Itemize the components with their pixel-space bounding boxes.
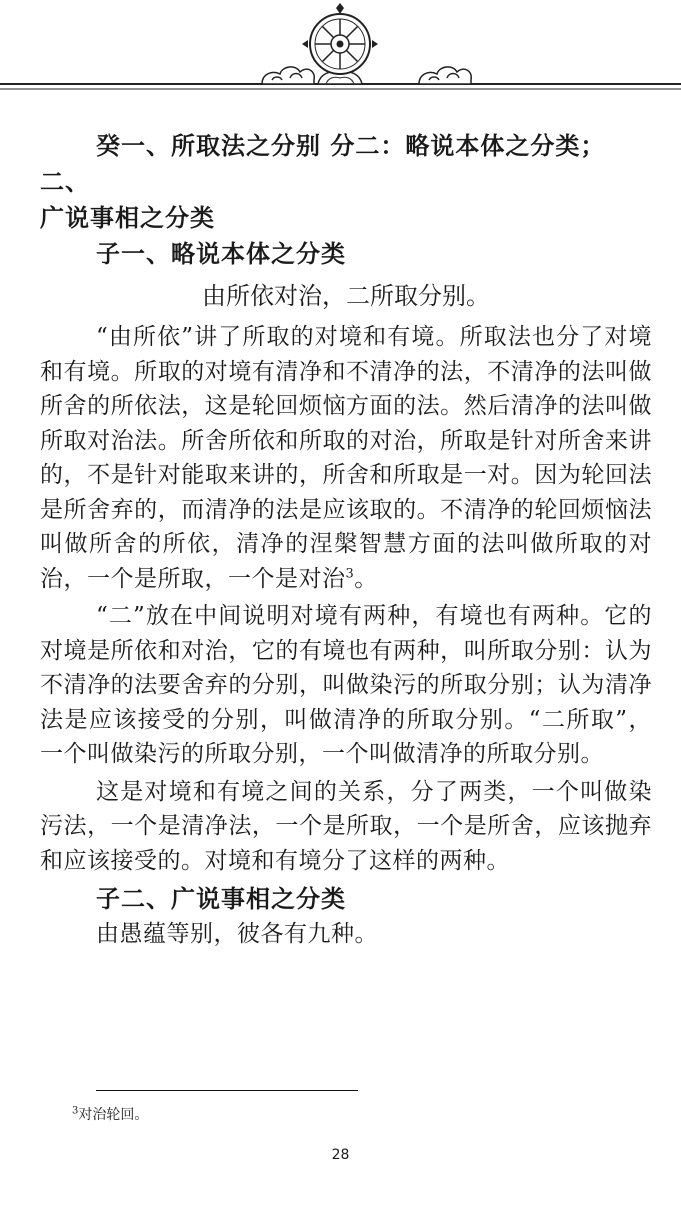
subheading-detailed: 子二、广说事相之分类 xyxy=(96,885,346,913)
subheading-brief: 子一、略说本体之分类 xyxy=(96,240,346,268)
commentary-paragraph: “二”放在中间说明对境有两种，有境也有两种。它的对境是所依和对治，它的有境也有两种，叫所取分别：认为不清净的法要舍弃的分别，叫做染污的所取分别；认为清净法是应该接受的分别，叫做清净的所取分别。“二所取”，一个叫做染污的所取分别，一个叫做清净的所取分别。 xyxy=(40,603,652,767)
footnote-divider xyxy=(96,1090,358,1091)
footnote-reference[interactable]: 3 xyxy=(345,565,355,581)
commentary-paragraph: “由所依”讲了所取的对境和有境。所取法也分了对境和有境。所取的对境有清净和不清净的法，不清净的法叫做所舍的所依法，这是轮回烦恼方面的法。然后清净的法叫做所取对治法。所舍所依和所取的对治，所取是针对所舍来讲的，不是针对能取来讲的，所舍和所取是一对。因为轮回法是所舍弃的，而清净的法是应该取的。不清净的轮回烦恼法叫做所舍的所依，清净的涅槃智慧方面的法叫做所取的对治，一个是所取，一个是对治$^3$。 xyxy=(40,324,652,592)
footnote-text: 对治轮回。 xyxy=(78,1107,149,1123)
root-verse: 由愚蕴等别，彼各有九种。 xyxy=(96,921,378,947)
commentary-paragraph: 这是对境和有境之间的关系，分了两类，一个叫做染污法，一个是清净法，一个是所取，一个是所舍，应该抛弃和应该接受的。对境和有境分了这样的两种。 xyxy=(40,778,652,874)
right-cloud-icon xyxy=(419,67,471,84)
section-heading: 癸一、所取法之分别 分二：略说本体之分类；二、 广说事相之分类 xyxy=(40,132,606,232)
header-ornament xyxy=(0,0,681,110)
footnote xyxy=(72,1105,148,1125)
left-cloud-icon xyxy=(262,67,314,84)
page-number: 28 xyxy=(331,1147,350,1163)
root-verse: 由所依对治，二所取分别。 xyxy=(202,282,490,310)
footnote-number: 3 xyxy=(72,1105,79,1117)
page-body xyxy=(40,124,652,952)
